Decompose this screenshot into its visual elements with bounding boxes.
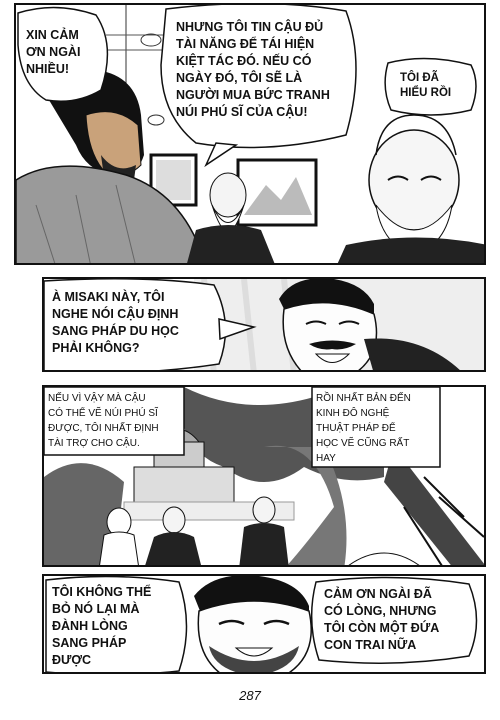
- speech-bubble-question: [52, 289, 222, 357]
- panel-3: [42, 385, 486, 567]
- panel-2: [42, 277, 486, 372]
- caption-text: NẾU VÌ VẬY MÀ CẬU CÓ THỂ VẼ NÚI PHÚ SĨ ĐƯỢC, TÔI NHẤT ĐỊNH TÀI TRỢ CHO CẬU.: [48, 393, 159, 449]
- caption-art-capital: [316, 391, 440, 466]
- speech-text: NHƯNG TÔI TIN CẬU ĐỦ TÀI NĂNG ĐỂ TÁI HIỆN KIỆT TÁC ĐÓ. NẾU CÓ NGÀY ĐÓ, TÔI SẼ LÀ NGƯỜI MUA BỨC TRANH NÚI PHÚ SĨ CỦA CẬU!: [176, 20, 330, 119]
- caption-text: RỒI NHẤT BẢN ĐẾN KINH ĐÔ NGHỆ THUẬT PHÁP ĐỂ HỌC VẼ CŨNG RẤT HAY: [316, 393, 411, 464]
- caption-sponsor: [48, 391, 184, 451]
- speech-bubble-have-son: [324, 586, 474, 654]
- panel-4: [42, 574, 486, 674]
- speech-text: À MISAKI NÀY, TÔI NGHE NÓI CẬU ĐỊNH SANG PHÁP DU HỌC PHẢI KHÔNG?: [52, 290, 179, 355]
- speech-bubble-cannot-leave: [52, 584, 182, 669]
- speech-text: CẢM ƠN NGÀI ĐÃ CÓ LÒNG, NHƯNG TÔI CÒN MỘT ĐỨA CON TRAI NỮA: [324, 587, 440, 652]
- speech-text: TÔI ĐÃ HIỂU RỒI: [400, 72, 452, 99]
- speech-bubble-thanks: [26, 27, 106, 78]
- page-number: 287: [239, 688, 261, 703]
- speech-text: TÔI KHÔNG THỂ BỎ NÓ LẠI MÀ ĐÀNH LÒNG SANG PHÁP ĐƯỢC: [52, 585, 152, 667]
- panel-1: [14, 3, 486, 265]
- speech-bubble-believe: [176, 19, 356, 121]
- speech-bubble-understood: [400, 71, 480, 101]
- speech-text: XIN CẢM ƠN NGÀI NHIỀU!: [26, 28, 81, 76]
